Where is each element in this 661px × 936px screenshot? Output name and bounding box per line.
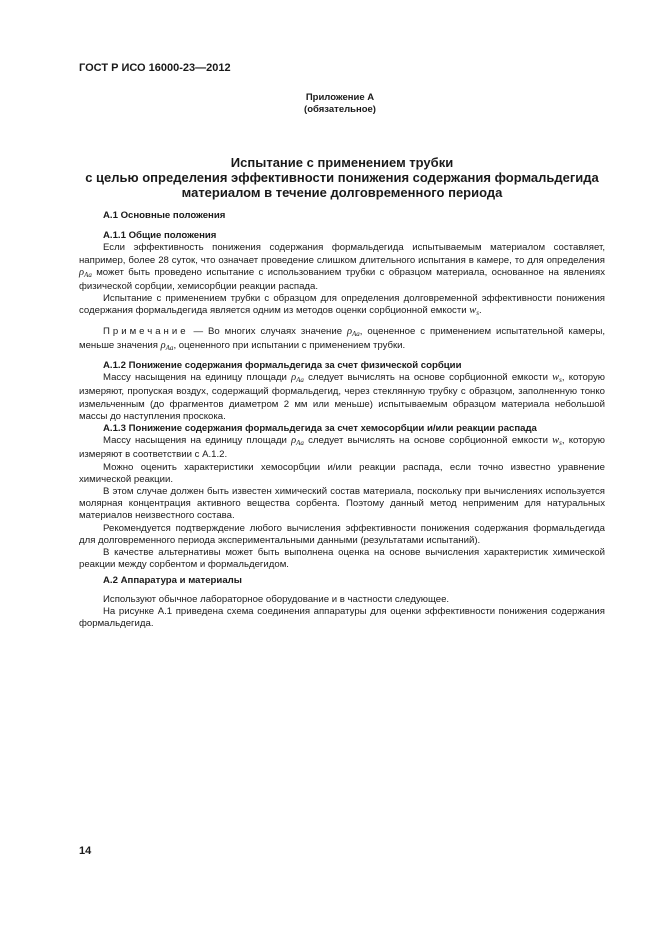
text-fragment: Если эффективность понижения содержания формальдегида испытываемым материалом составляет, например, более 28 суток, что означает проведение слишком длительного испытания в камере, то для определения bbox=[79, 242, 605, 266]
note-paragraph bbox=[79, 326, 605, 354]
page-number: 14 bbox=[79, 845, 92, 857]
text-fragment: . bbox=[479, 305, 482, 317]
w-subscript: s bbox=[559, 376, 562, 385]
paragraph-a11-1 bbox=[79, 242, 605, 293]
text-fragment: может быть проведено испытание с использованием трубки с образцом материала, основанное на явлениях физической сорбции, хемисорбции реакции распада. bbox=[79, 266, 605, 293]
paragraph-a12-1 bbox=[79, 372, 605, 423]
paragraph-a13-5: В качестве альтернативы может быть выполнена оценка на основе вычисления характеристик химической реакции между сорбентом и формальдегидом. bbox=[79, 547, 605, 571]
section-a12-heading: А.1.2 Понижение содержания формальдегида за счет физической сорбции bbox=[103, 360, 462, 372]
paragraph-a2-2: На рисунке А.1 приведена схема соединения аппаратуры для оценки эффективности понижения содержания формальдегида. bbox=[79, 605, 605, 630]
rho-subscript: Aa bbox=[296, 376, 304, 385]
document-body bbox=[79, 210, 605, 630]
w-symbol: w bbox=[552, 372, 560, 384]
annex-label bbox=[290, 92, 390, 116]
text-fragment: , которую измеряют, пропуская воздух, содержащий формальдегид, через стеклянную трубку с образцом, заполненную тонко измельченным (до фрагментов диаметром 2 мм или меньше) испытываемым образцом материала небольшой массы до наступления проскока. bbox=[79, 372, 606, 422]
section-a13-heading: А.1.3 Понижение содержания формальдегида за счет хемосорбции и/или реакции распада bbox=[103, 423, 537, 435]
section-a2-heading: А.2 Аппаратура и материалы bbox=[103, 575, 242, 587]
section-a1-heading: А.1 Основные положения bbox=[103, 210, 226, 221]
text-fragment: Испытание с применением трубки с образцом для определения долговременной эффективности понижения содержания формальдегида является одним из методов оценки сорбционной емкости bbox=[79, 293, 605, 317]
rho-symbol: ρ bbox=[79, 266, 85, 278]
text-fragment: следует вычислять на основе сорбционной емкости bbox=[303, 435, 553, 447]
w-subscript: s bbox=[559, 439, 562, 448]
annex-heading bbox=[79, 155, 605, 200]
w-symbol: w bbox=[552, 435, 560, 447]
rho-symbol: ρ bbox=[346, 325, 353, 337]
text-fragment: , которую измеряют в соответствии с А.1.2. bbox=[79, 435, 606, 461]
text-fragment: Массу насыщения на единицу площади bbox=[103, 372, 292, 384]
rho-subscript: Aa bbox=[165, 343, 174, 352]
note-label: Примечание bbox=[103, 325, 189, 337]
annex-title: Приложение А bbox=[305, 92, 375, 103]
paragraph-a13-1 bbox=[79, 435, 605, 461]
w-subscript: s bbox=[476, 309, 479, 318]
annex-heading-line-3: материалом в течение долговременного периода bbox=[181, 185, 503, 200]
rho-subscript: Aa bbox=[84, 270, 92, 279]
section-a11-heading: А.1.1 Общие положения bbox=[103, 230, 217, 242]
annex-heading-line-2: с целью определения эффективности понижения содержания формальдегида bbox=[85, 170, 599, 185]
paragraph-a13-4: Рекомендуется подтверждение любого вычисления эффективности понижения содержания формальдегида для долговременного периода экспериментальными данными (результатами испытаний). bbox=[79, 522, 605, 546]
text-fragment: — Во многих случаях значение bbox=[188, 325, 347, 337]
annex-heading-line-1: Испытание с применением трубки bbox=[230, 155, 454, 170]
rho-symbol: ρ bbox=[291, 435, 297, 447]
text-fragment: , оцененного при испытании с применением трубки. bbox=[173, 339, 406, 351]
text-fragment: следует вычислять на основе сорбционной емкости bbox=[303, 372, 553, 384]
rho-symbol: ρ bbox=[291, 372, 297, 384]
document-code: ГОСТ Р ИСО 16000-23—2012 bbox=[79, 62, 231, 74]
rho-subscript: Aa bbox=[296, 439, 304, 448]
text-fragment: , оцененное с применением испытательной камеры, меньше значения bbox=[79, 325, 606, 351]
paragraph-a13-3: В этом случае должен быть известен химический состав материала, поскольку при вычислениях используется молярная концентрация активного вещества сорбента. Поэтому данный метод неприменим для натуральных материалов неизвестного состава. bbox=[79, 486, 605, 522]
rho-symbol: ρ bbox=[160, 339, 166, 351]
paragraph-a2-1: Используют обычное лабораторное оборудование и в частности следующее. bbox=[103, 593, 450, 605]
paragraph-a11-2 bbox=[79, 293, 605, 319]
rho-subscript: Aa bbox=[352, 329, 360, 338]
text-fragment: Массу насыщения на единицу площади bbox=[103, 435, 292, 447]
paragraph-a13-2: Можно оценить характеристики хемосорбции и/или реакции распада, если точно известно уравнение химической реакции. bbox=[79, 461, 605, 485]
w-symbol: w bbox=[469, 305, 477, 317]
annex-status: (обязательное) bbox=[304, 104, 376, 115]
